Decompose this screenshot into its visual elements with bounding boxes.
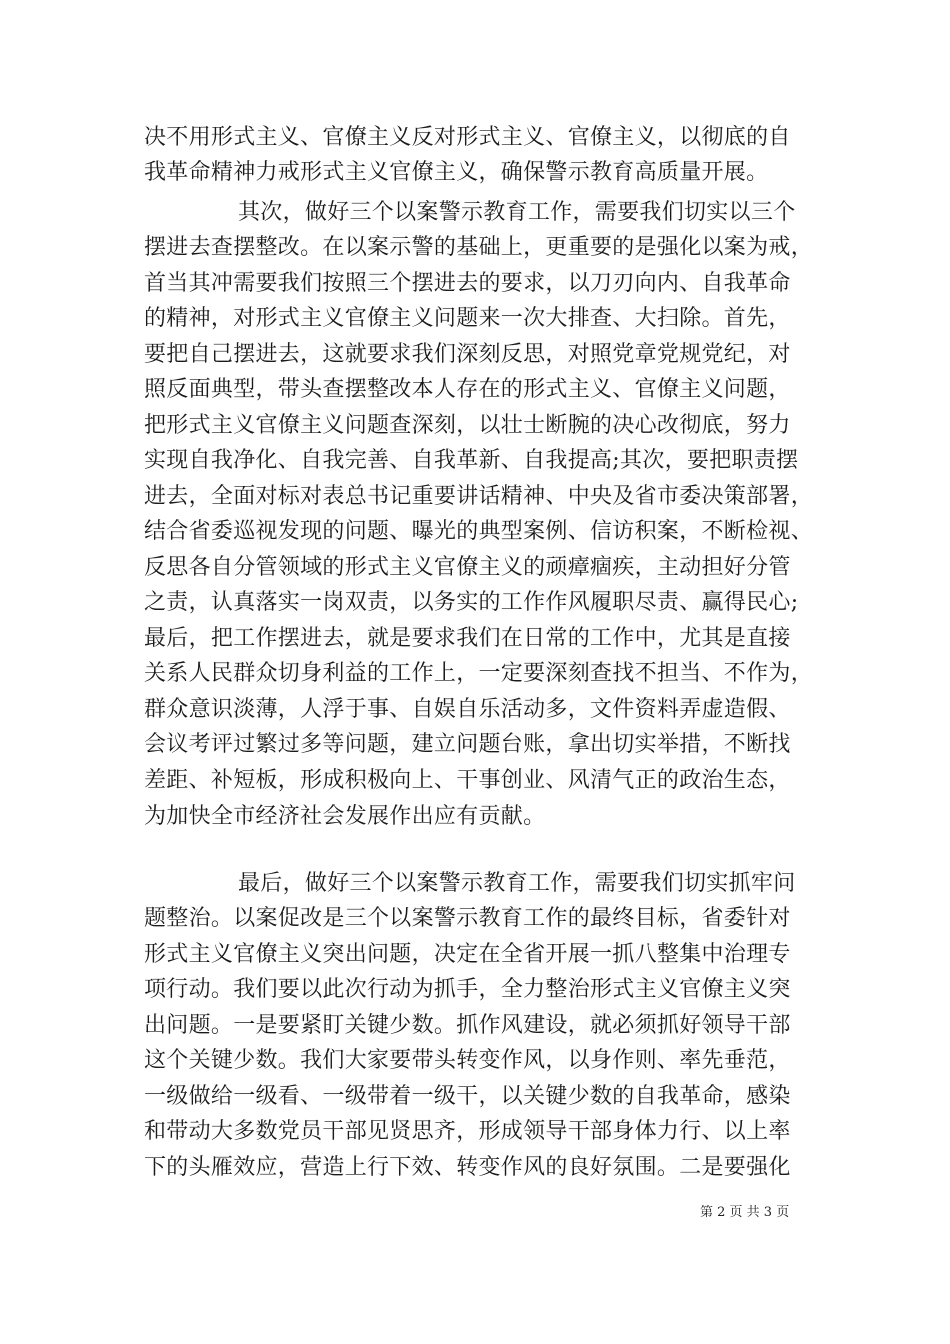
text-line: 最后，做好三个以案警示教育工作，需要我们切实抓牢问 xyxy=(238,871,796,896)
text-line: 摆进去查摆整改。在以案示警的基础上，更重要的是强化以案为戒， xyxy=(144,235,814,260)
text-line: 这个关键少数。我们大家要带头转变作风，以身作则、率先垂范， xyxy=(144,1048,791,1073)
text-line: 结合省委巡视发现的问题、曝光的典型案例、信访积案，不断检视、 xyxy=(144,519,814,544)
text-line: 下的头雁效应，营造上行下效、转变作风的良好氛围。二是要强化 xyxy=(144,1155,791,1180)
text-line: 照反面典型，带头查摆整改本人存在的形式主义、官僚主义问题， xyxy=(144,377,791,402)
text-line: 首当其冲需要我们按照三个摆进去的要求，以刀刃向内、自我革命 xyxy=(144,271,791,296)
text-line: 题整治。以案促改是三个以案警示教育工作的最终目标，省委针对 xyxy=(144,906,791,931)
text-line: 最后，把工作摆进去，就是要求我们在日常的工作中，尤其是直接 xyxy=(144,626,791,651)
text-line: 决不用形式主义、官僚主义反对形式主义、官僚主义，以彻底的自 xyxy=(144,125,791,150)
text-line: 进去，全面对标对表总书记重要讲话精神、中央及省市委决策部署， xyxy=(144,484,814,509)
text-line: 差距、补短板，形成积极向上、干事创业、风清气正的政治生态， xyxy=(144,768,791,793)
page-number-footer: 第 2 页 共 3 页 xyxy=(700,1205,790,1220)
text-line: 群众意识淡薄，人浮于事、自娱自乐活动多，文件资料弄虚造假、 xyxy=(144,697,791,722)
text-line: 实现自我净化、自我完善、自我革新、自我提高;其次，要把职责摆 xyxy=(144,448,799,473)
text-line: 把形式主义官僚主义问题查深刻，以壮士断腕的决心改彻底，努力 xyxy=(144,413,791,438)
text-line: 会议考评过繁过多等问题，建立问题台账，拿出切实举措，不断找 xyxy=(144,732,791,757)
text-line: 为加快全市经济社会发展作出应有贡献。 xyxy=(144,804,546,829)
text-line: 一级做给一级看、一级带着一级干，以关键少数的自我革命，感染 xyxy=(144,1084,791,1109)
text-line: 形式主义官僚主义突出问题，决定在全省开展一抓八整集中治理专 xyxy=(144,942,791,967)
text-line: 的精神，对形式主义官僚主义问题来一次大排查、大扫除。首先， xyxy=(144,306,791,331)
text-line: 要把自己摆进去，这就要求我们深刻反思，对照党章党规党纪，对 xyxy=(144,342,791,367)
text-line: 项行动。我们要以此次行动为抓手，全力整治形式主义官僚主义突 xyxy=(144,977,791,1002)
text-line: 反思各自分管领域的形式主义官僚主义的顽瘴痼疾，主动担好分管 xyxy=(144,555,791,580)
text-line: 其次，做好三个以案警示教育工作，需要我们切实以三个 xyxy=(238,200,796,225)
text-line: 和带动大多数党员干部见贤思齐，形成领导干部身体力行、以上率 xyxy=(144,1119,791,1144)
text-line: 出问题。一是要紧盯关键少数。抓作风建设，就必须抓好领导干部 xyxy=(144,1013,791,1038)
text-line: 之责，认真落实一岗双责，以务实的工作作风履职尽责、赢得民心; xyxy=(144,590,799,615)
text-line: 关系人民群众切身利益的工作上，一定要深刻查找不担当、不作为， xyxy=(144,661,814,686)
text-line: 我革命精神力戒形式主义官僚主义，确保警示教育高质量开展。 xyxy=(144,160,769,185)
